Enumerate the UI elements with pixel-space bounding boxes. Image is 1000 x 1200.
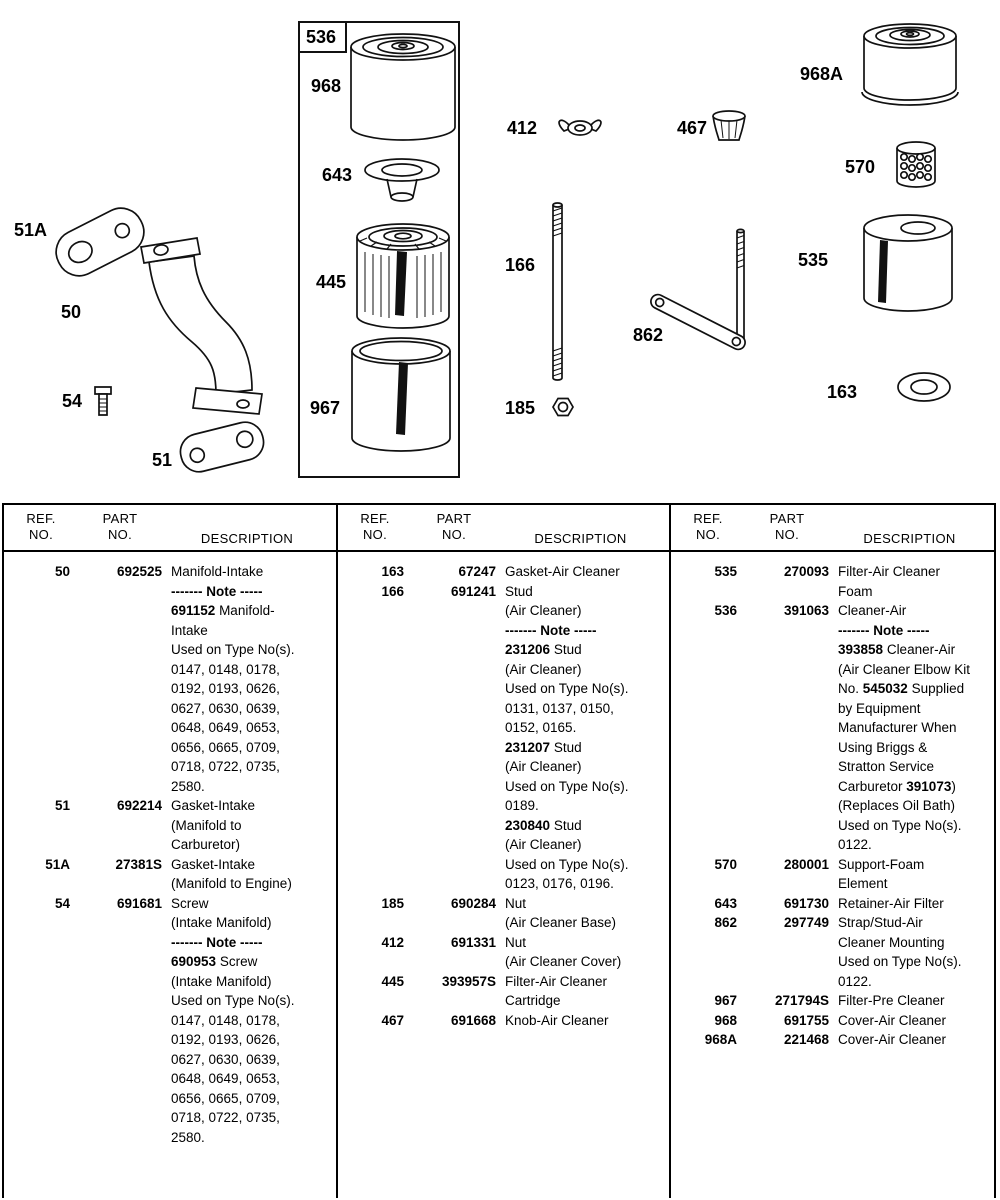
table-row [671, 894, 994, 914]
part-no: 393957S [441, 973, 496, 989]
ref-no: 967 [714, 993, 737, 1008]
table-row [338, 894, 669, 933]
table-row [671, 991, 994, 1011]
table-row [671, 913, 994, 991]
part-label-862: 862 [633, 325, 664, 345]
part-no: 691681 [116, 895, 162, 911]
description: Retainer-Air Filter [838, 895, 944, 911]
description: Manifold-Intake ------- Note ----- 691152 Manifold- Intake Used on Type No(s). 0147, 0148, 0178, 0192, 0193, 0626, 0627, 0630, 0639, 0648, 0649, 0653, 0656, 0665, 0709, 0718, 0722, 0735, 2580. [171, 564, 295, 794]
description: Gasket-Air Cleaner [505, 564, 620, 579]
ref-no: 50 [54, 564, 70, 579]
part-label-535: 535 [798, 250, 829, 270]
table-column-1 [4, 552, 336, 1147]
table-row [338, 582, 669, 894]
table-row [338, 562, 669, 582]
description: Cover-Air Cleaner [838, 1012, 947, 1028]
table-body [4, 552, 994, 1147]
description: Filter-Air Cleaner Foam [838, 564, 941, 599]
part-968-cover-drawing [351, 34, 455, 140]
table-row [671, 601, 994, 855]
part-label-54: 54 [62, 391, 83, 411]
header-group-2 [336, 505, 669, 550]
part-no: 27381S [115, 856, 162, 872]
table-column-3 [669, 552, 994, 1147]
header-description: DESCRIPTION [863, 531, 956, 546]
part-412-wingnut-drawing [559, 120, 601, 135]
part-no: 690284 [450, 895, 496, 911]
ref-no: 570 [714, 856, 737, 872]
description: Cleaner-Air ------- Note ----- 393858 Cleaner-Air (Air Cleaner Elbow Kit No. 545032 Supplied by Equipment Manufacturer When Using Briggs & Stratton Service Carburetor 391073) (Replaces Oil Bath) Used on Type No(s). 0122. [838, 603, 971, 852]
column-divider [669, 505, 671, 1198]
description: Support-Foam Element [838, 856, 925, 891]
description: Filter-Pre Cleaner [838, 993, 945, 1008]
part-label-570: 570 [845, 157, 876, 177]
part-570-support-drawing [897, 142, 935, 187]
part-label-968A: 968A [800, 64, 844, 84]
ref-no: 185 [381, 895, 404, 911]
part-label-643: 643 [322, 165, 353, 185]
part-label-51A: 51A [14, 220, 48, 240]
table-row [671, 855, 994, 894]
header-group-1 [4, 505, 336, 550]
header-part-no: PART NO. [102, 511, 138, 542]
part-51A-gasket-drawing [49, 201, 152, 284]
part-label-163: 163 [827, 382, 858, 402]
header-part-no: PART NO. [769, 511, 805, 542]
description: Cover-Air Cleaner [838, 1032, 947, 1047]
description: Gasket-Intake (Manifold to Engine) [171, 856, 292, 891]
ref-no: 445 [381, 973, 404, 989]
header-description: DESCRIPTION [200, 531, 294, 546]
part-no: 271794S [774, 993, 829, 1008]
table-row [671, 562, 994, 601]
table-row [4, 894, 336, 1148]
part-label-185: 185 [505, 398, 536, 418]
part-51-gasket-drawing [177, 418, 268, 475]
part-no: 270093 [783, 564, 829, 579]
part-no: 391063 [783, 603, 829, 618]
part-535-foam-drawing [864, 215, 952, 311]
ref-no: 163 [381, 564, 404, 579]
ref-no: 467 [381, 1012, 404, 1028]
ref-no: 968 [714, 1012, 737, 1028]
part-445-cartridge-drawing [357, 224, 449, 328]
diagram-artwork [0, 0, 1000, 500]
ref-no: 54 [54, 895, 70, 911]
ref-no: 51 [54, 798, 70, 813]
part-label-467: 467 [677, 118, 708, 138]
ref-no: 412 [381, 934, 404, 950]
column-divider [336, 505, 338, 1198]
part-no: 297749 [783, 915, 829, 930]
description: Gasket-Intake (Manifold to Carburetor) [171, 798, 256, 852]
table-header [4, 505, 994, 552]
table-row [338, 1011, 669, 1031]
part-163-gasket-drawing [898, 373, 950, 401]
description: Nut (Air Cleaner Cover) [505, 934, 622, 969]
ref-no: 968A [704, 1032, 737, 1047]
part-467-knob-drawing [713, 111, 745, 140]
part-862-strap-drawing [648, 229, 747, 351]
table-row [338, 972, 669, 1011]
parts-diagram [0, 0, 1000, 500]
description: Stud (Air Cleaner) ------- Note ----- 231206 Stud (Air Cleaner) Used on Type No(s). 0131, 0137, 0150, 0152, 0165. 231207 Stud (Air Cleaner) Used on Type No(s). 0189. 230840 Stud (Air Cleaner) Used on Type No(s). 0123, 0176, 0196. [505, 583, 629, 891]
part-label-166: 166 [505, 255, 536, 275]
part-no: 692214 [116, 798, 162, 813]
part-no: 691331 [450, 934, 496, 950]
table-row [671, 1011, 994, 1031]
part-643-retainer-drawing [365, 159, 439, 201]
part-no: 691668 [450, 1012, 496, 1028]
table-row [671, 1030, 994, 1050]
part-967-precleaner-drawing [352, 338, 450, 451]
ref-no: 166 [381, 583, 404, 599]
ref-no: 862 [714, 915, 737, 930]
part-185-nut-drawing [553, 399, 573, 416]
part-968A-cover-drawing [862, 24, 958, 105]
ref-no: 536 [714, 603, 737, 618]
description: Strap/Stud-Air Cleaner Mounting Used on Type No(s). 0122. [838, 915, 962, 989]
header-ref-no: REF. NO. [360, 511, 390, 542]
table-row [4, 796, 336, 855]
part-no: 691755 [783, 1012, 829, 1028]
table-column-2 [336, 552, 669, 1147]
parts-table [2, 503, 996, 1198]
header-description: DESCRIPTION [534, 531, 627, 546]
part-no: 67247 [458, 564, 496, 579]
description: Screw (Intake Manifold) ------- Note ----- 690953 Screw (Intake Manifold) Used on Type No(s). 0147, 0148, 0178, 0192, 0193, 0626, 0627, 0630, 0639, 0648, 0649, 0653, 0656, 0665, 0709, 0718, 0722, 0735, 2580. [171, 895, 295, 1145]
part-no: 691730 [783, 895, 829, 911]
header-group-3 [669, 505, 994, 550]
part-label-412: 412 [507, 118, 538, 138]
ref-no: 643 [714, 895, 737, 911]
description: Filter-Air Cleaner Cartridge [505, 973, 608, 1008]
description: Nut (Air Cleaner Base) [505, 895, 617, 930]
part-label-51: 51 [152, 450, 173, 470]
header-ref-no: REF. NO. [693, 511, 723, 542]
part-no: 280001 [783, 856, 829, 872]
description: Knob-Air Cleaner [505, 1012, 609, 1028]
ref-no: 535 [714, 564, 737, 579]
table-row [338, 933, 669, 972]
part-no: 691241 [450, 583, 496, 599]
ref-no: 51A [45, 856, 70, 872]
part-label-50: 50 [61, 302, 82, 322]
header-part-no: PART NO. [436, 511, 472, 542]
table-row [4, 562, 336, 796]
part-label-536: 536 [306, 27, 337, 47]
table-row [4, 855, 336, 894]
part-no: 692525 [116, 564, 162, 579]
part-label-968: 968 [311, 76, 342, 96]
part-166-stud-drawing [553, 203, 562, 380]
header-ref-no: REF. NO. [26, 511, 56, 542]
part-no: 221468 [783, 1032, 829, 1047]
part-label-445: 445 [316, 272, 347, 292]
part-54-screw-drawing [95, 387, 111, 415]
part-50-manifold-drawing [141, 238, 262, 414]
part-label-967: 967 [310, 398, 341, 418]
